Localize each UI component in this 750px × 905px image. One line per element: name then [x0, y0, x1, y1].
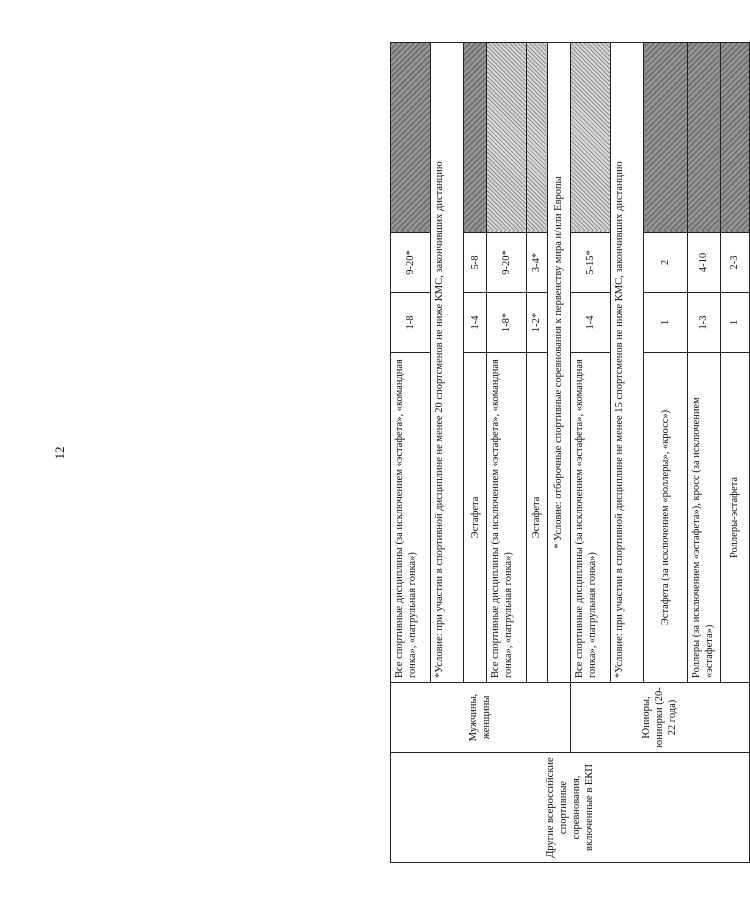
range-cell: 5-8	[464, 233, 487, 293]
discipline-cell: Эстафета	[464, 353, 487, 683]
range-cell: 5-15*	[570, 233, 610, 293]
shaded-cell	[526, 43, 547, 233]
table-row	[570, 43, 610, 863]
range-cell: 9-20*	[487, 233, 527, 293]
shaded-cell	[487, 43, 527, 233]
range-cell: 9-20*	[391, 233, 431, 293]
places-cell: 1-8*	[487, 293, 527, 353]
table-frame	[390, 23, 750, 863]
places-cell: 1-4	[464, 293, 487, 353]
shaded-cell	[644, 43, 688, 233]
shaded-cell	[464, 43, 487, 233]
discipline-cell: Роллеры-эстафета	[720, 353, 749, 683]
group-cell: Мужчины, женщины	[391, 683, 571, 753]
range-cell: 2-3	[720, 233, 749, 293]
rank-table	[390, 42, 750, 863]
shaded-cell	[391, 43, 431, 233]
places-cell: 1-4	[570, 293, 610, 353]
note-cell: * Условие: отборочные спортивные соревнования к первенству мира и/или Европы	[547, 43, 570, 683]
range-cell: 2	[644, 233, 688, 293]
discipline-cell: Эстафета	[526, 353, 547, 683]
table-row	[391, 43, 431, 863]
shaded-cell	[570, 43, 610, 233]
places-cell: 1-2*	[526, 293, 547, 353]
places-cell: 1	[720, 293, 749, 353]
discipline-cell: Роллеры (за исключением «эстафета»), кросс (за исключением «эстафета»)	[687, 353, 720, 683]
discipline-cell: Все спортивные дисциплины (за исключением «эстафета», «командная гонка», «патрульная гонка»)	[487, 353, 527, 683]
discipline-cell: Все спортивные дисциплины (за исключением «эстафета», «командная гонка», «патрульная гонка»)	[391, 353, 431, 683]
page-number: 12	[52, 446, 67, 460]
category-cell: Другие всероссийские спортивные соревнования, включенные в ЕКП	[391, 753, 750, 863]
shaded-cell	[687, 43, 720, 233]
shaded-cell	[720, 43, 749, 233]
note-cell: *Условие: при участии в спортивной дисциплине не менее 15 спортсменов не ниже КМС, закончивших дистанцию	[610, 43, 643, 683]
discipline-cell: Все спортивные дисциплины (за исключением «эстафета», «командная гонка», «патрульная гонка»)	[570, 353, 610, 683]
range-cell: 3-4*	[526, 233, 547, 293]
places-cell: 1	[644, 293, 688, 353]
discipline-cell: Эстафета (за исключением «роллеры», «кросс»)	[644, 353, 688, 683]
range-cell: 4-10	[687, 233, 720, 293]
places-cell: 1-3	[687, 293, 720, 353]
note-cell: *Условие: при участии в спортивной дисциплине не менее 20 спортсменов не ниже КМС, закончивших дистанцию	[430, 43, 463, 683]
places-cell: 1-8	[391, 293, 431, 353]
group-cell: Юниоры, юниорки (20-22 года)	[570, 683, 749, 753]
